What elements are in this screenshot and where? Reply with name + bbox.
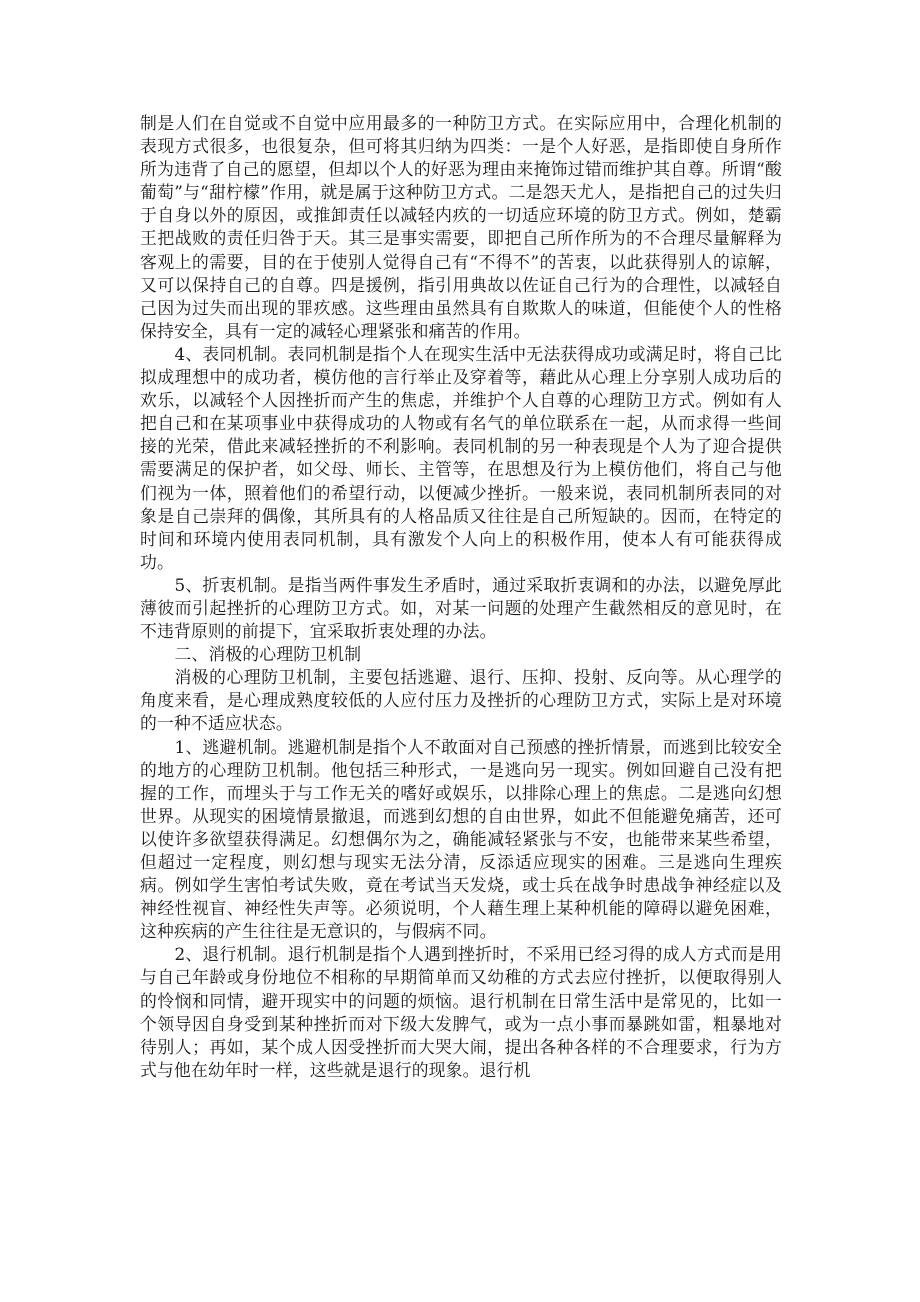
paragraph-escape: 1、逃避机制。逃避机制是指个人不敢面对自己预感的挫折情景，而逃到比较安全的地方的心理防卫机制。他包括三种形式，一是逃向另一现实。例如回避自己没有把握的工作，而埋头于与工作无关的嗜好或娱乐，以排除心理上的焦虑。二是逃向幻想世界。从现实的困境情景撤退，而逃到幻想的自由世界，如此不但能避免痛苦，还可以使许多欲望获得满足。幻想偶尔为之，确能减轻紧张与不安，也能带来某些希望，但超过一定程度，则幻想与现实无法分清，反添适应现实的困难。三是逃向生理疾病。例如学生害怕考试失败，竟在考试当天发烧，或士兵在战争时患战争神经症以及神经性视盲、神经性失声等。必须说明，个人藉生理上某种机能的障碍以避免困难，这种疾病的产生往往是无意识的，与假病不同。 — [140, 736, 782, 942]
section-heading-negative-defense: 二、消极的心理防卫机制 — [174, 644, 362, 665]
document-body — [140, 112, 782, 1082]
paragraph-regression: 2、退行机制。退行机制是指个人遇到挫折时，不采用已经习得的成人方式而是用与自己年龄或身份地位不相称的早期简单而又幼稚的方式去应付挫折，以便取得别人的怜悯和同情，避开现实中的问题的烦恼。退行机制在日常生活中是常见的，比如一个领导因自身受到某种挫折而对下级大发脾气，或为一点小事而暴跳如雷，粗暴地对待别人；再如，某个成人因受挫折而大哭大闹，提出各种各样的不合理要求，行为方式与他在幼年时一样，这些就是退行的现象。退行机 — [140, 944, 782, 1080]
paragraph-negative-intro: 消极的心理防卫机制，主要包括逃避、退行、压抑、投射、反向等。从心理学的角度来看，是心理成熟度较低的人应付压力及挫折的心理防卫方式，实际上是对环境的一种不适应状态。 — [140, 667, 782, 734]
paragraph-compromise: 5、折衷机制。是指当两件事发生矛盾时，通过采取折衷调和的办法，以避免厚此薄彼而引起挫折的心理防卫方式。如，对某一问题的处理产生截然相反的意见时，在不违背原则的前提下，宜采取折衷处理的办法。 — [140, 574, 782, 642]
paragraph-identification: 4、表同机制。表同机制是指个人在现实生活中无法获得成功或满足时，将自己比拟成理想中的成功者，模仿他的言行举止及穿着等，藉此从心理上分享别人成功后的欢乐，以减轻个人因挫折而产生的焦虑，并维护个人自尊的心理防卫方式。例如有人把自己和在某项事业中获得成功的人物或有名气的单位联系在一起，从而求得一些间接的光荣，借此来减轻挫折的不利影响。表同机制的另一种表现是个人为了迎合提供需要满足的保护者，如父母、师长、主管等，在思想及行为上模仿他们，将自己与他们视为一体，照着他们的希望行动，以便减少挫折。一般来说，表同机制所表同的对象是自己崇拜的偶像，其所具有的人格品质又往往是自己所短缺的。因而，在特定的时间和环境内使用表同机制，具有激发个人向上的积极作用，使本人有可能获得成功。 — [140, 343, 782, 572]
paragraph-rationalization-cont: 制是人们在自觉或不自觉中应用最多的一种防卫方式。在实际应用中，合理化机制的表现方式很多，也很复杂，但可将其归纳为四类：一是个人好恶，是指即使自身所作所为违背了自己的愿望，但却以个人的好恶为理由来掩饰过错而维护其自尊。所谓“酸葡萄”与“甜柠檬”作用，就是属于这种防卫方式。二是怨天尤人，是指把自己的过失归于自身以外的原因，或推卸责任以减轻内疚的一切适应环境的防卫方式。例如，楚霸王把战败的责任归咎于天。其三是事实需要，即把自己所作所为的不合理尽量解释为客观上的需要，目的在于使别人觉得自己有“不得不”的苦衷，以此获得别人的谅解，又可以保持自己的自尊。四是援例，指引用典故以佐证自己行为的合理性，以减轻自己因为过失而出现的罪疚感。这些理由虽然具有自欺欺人的味道，但能使个人的性格保持安全，具有一定的减轻心理紧张和痛苦的作用。 — [140, 113, 782, 341]
